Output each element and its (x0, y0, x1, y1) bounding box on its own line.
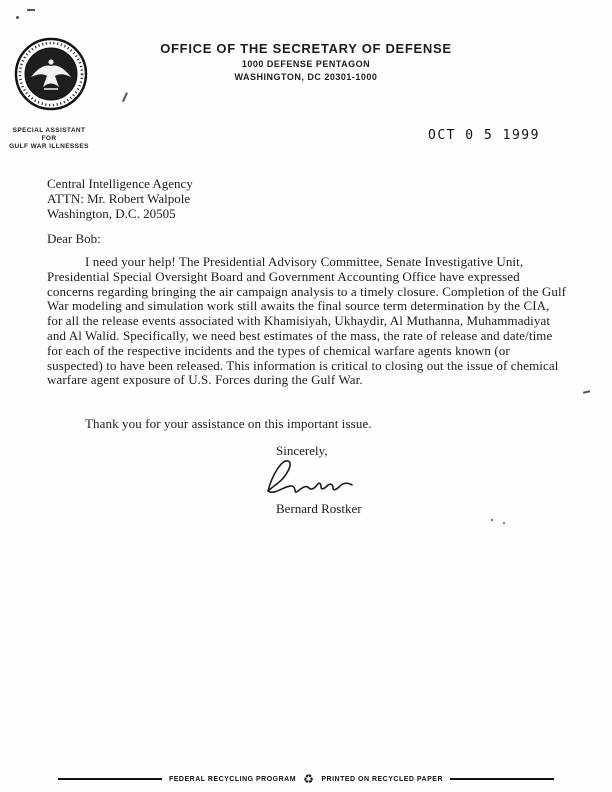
date-stamp: OCT 0 5 1999 (428, 128, 540, 143)
footer-left-label: FEDERAL RECYCLING PROGRAM (168, 775, 297, 783)
signature-graphic (262, 455, 362, 503)
seal-caption-line3: GULF WAR ILLNESSES (9, 143, 89, 150)
recycle-icon: ♻ (303, 772, 315, 786)
recipient-address-block (47, 176, 193, 221)
signature-icon (262, 455, 362, 503)
closing: Sincerely, (276, 443, 328, 458)
scan-artifact (491, 519, 493, 521)
salutation: Dear Bob: (47, 231, 101, 246)
scan-artifact (583, 390, 590, 393)
body-paragraph-2: Thank you for your assistance on this important issue. (85, 416, 372, 431)
scan-artifact (27, 9, 35, 11)
recipient-line1: Central Intelligence Agency (47, 176, 193, 191)
scan-artifact (16, 16, 19, 19)
footer (0, 774, 612, 784)
letterhead (0, 41, 612, 82)
recipient-line2: ATTN: Mr. Robert Walpole (47, 191, 191, 206)
letterhead-address-line2: WASHINGTON, DC 20301-1000 (234, 72, 378, 82)
recipient-line3: Washington, D.C. 20505 (47, 206, 176, 221)
seal-caption (0, 127, 98, 151)
scan-artifact (503, 522, 505, 524)
seal-caption-line1: SPECIAL ASSISTANT (12, 127, 86, 134)
seal-caption-line2: FOR (41, 135, 57, 142)
footer-right-label: PRINTED ON RECYCLED PAPER (321, 775, 444, 783)
footer-rule-left (58, 778, 162, 781)
letterhead-office-title: OFFICE OF THE SECRETARY OF DEFENSE (160, 41, 452, 56)
signer-name: Bernard Rostker (276, 501, 362, 516)
scan-artifact (122, 92, 127, 102)
footer-rule-right (450, 778, 554, 781)
body-paragraph-1: I need your help! The Presidential Advisory Committee, Senate Investigative Unit, Presidential Special Oversight Board and Government Accounting Office have expressed concerns regarding bringing the air campaign analysis to a timely closure. Completion of the Gulf War modeling and simulation work still awaits the final source term determination by the CIA, for all the release events associated with Khamisiyah, Ukhaydir, Al Muthanna, Muhammadiyat and Al Walid. Specifically, we need best estimates of the mass, the rate of release and date/time for each of the respective incidents and the types of chemical warfare agents known (or suspected) to have been released. This information is critical to closing out the issue of chemical warfare agent exposure of U.S. Forces during the Gulf War. (47, 254, 567, 388)
letterhead-address-line1: 1000 DEFENSE PENTAGON (241, 59, 371, 69)
